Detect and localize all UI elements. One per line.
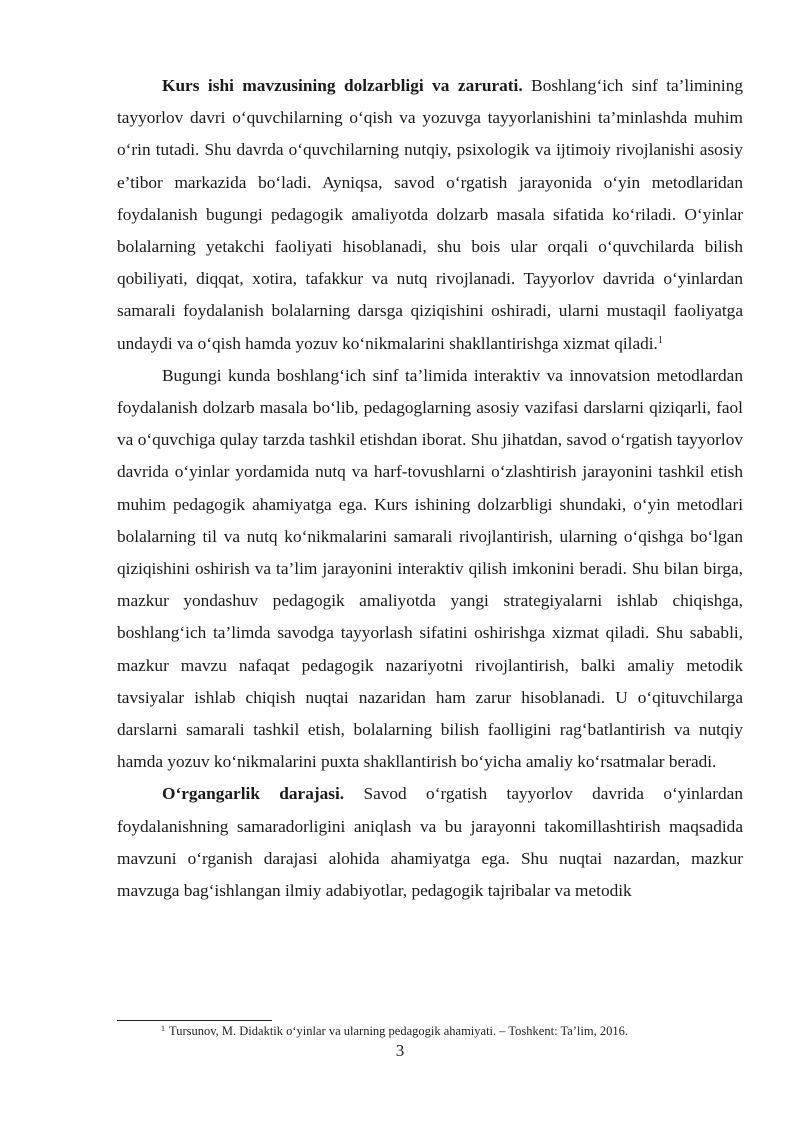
paragraph-study-level — [117, 778, 743, 907]
paragraph-text: Boshlang‘ich sinf ta’limining tayyorlov davri o‘quvchilarning o‘qish va yozuvga tayyorlanishini ta’minlashda muhim o‘rin tutadi. Shu davrda o‘quvchilarning nutqiy, psixologik va ijtimoiy rivojlanishi asosiy e’tibor markazida bo‘ladi. Ayniqsa, savod o‘rgatish jarayonida o‘yin metodlaridan foydalanish bugungi pedagogik amaliyotda dolzarb masala sifatida ko‘riladi. O‘yinlar bolalarning yetakchi faoliyati hisoblanadi, shu bois ular orqali o‘quvchilarda bilish qobiliyati, diqqat, xotira, tafakkur va nutq rivojlanadi. Tayyorlov davrida o‘yinlardan samarali foydalanish bolalarning darsga qiziqishini oshiradi, ularni mustaqil faoliyatga undaydi va o‘qish hamda yozuv ko‘nikmalarini shakllantirishga xizmat qiladi. — [117, 76, 743, 353]
paragraph-relevance — [117, 70, 743, 360]
footnote-reference: 1 — [657, 334, 663, 346]
paragraph-modern-methods — [117, 360, 743, 779]
paragraph-text: Bugungi kunda boshlang‘ich sinf ta’limida interaktiv va innovatsion metodlardan foydalanish dolzarb masala bo‘lib, pedagoglarning asosiy vazifasi darslarni qiziqarli, faol va o‘quvchiga qulay tarzda tashkil etishdan iborat. Shu jihatdan, savod o‘rgatish tayyorlov davrida o‘yinlar yordamida nutq va harf-tovushlarni o‘zlashtirish jarayonini tashkil etish muhim pedagogik ahamiyatga ega. Kurs ishining dolzarbligi shundaki, o‘yin metodlari bolalarning til va nutq ko‘nikmalarini samarali rivojlantirish, ularning o‘qishga bo‘lgan qiziqishini oshirish va ta’lim jarayonini interaktiv qilish imkonini beradi. Shu bilan birga, mazkur yondashuv pedagogik amaliyotda yangi strategiyalarni ishlab chiqishga, boshlang‘ich ta’limda savodga tayyorlash sifatini oshirishga xizmat qiladi. Shu sababli, mazkur mavzu nafaqat pedagogik nazariyotni rivojlantirish, balki amaliy metodik tavsiyalar ishlab chiqish nuqtai nazaridan ham zarur hisoblanadi. U o‘qituvchilarga darslarni samarali tashkil etish, bolalarning bilish faolligini rag‘batlantirish va nutqiy hamda yozuv ko‘nikmalarini puxta shakllantirish bo‘yicha amaliy ko‘rsatmalar beradi. — [117, 365, 743, 772]
document-body — [117, 70, 743, 907]
paragraph-text: Savod o‘rgatish tayyorlov davrida o‘yinlardan foydalanishning samaradorligini aniqlash va bu jarayonni takomillashtirish maqsadida mavzuni o‘rganish darajasi alohida ahamiyatga ega. Shu nuqtai nazardan, mazkur mavzuga bag‘ishlangan ilmiy adabiyotlar, pedagogik tajribalar va metodik — [117, 784, 743, 901]
footnote — [117, 1023, 743, 1039]
page-number: 3 — [395, 1041, 405, 1060]
section-heading-relevance: Kurs ishi mavzusining dolzarbligi va zarurati. — [162, 76, 523, 95]
section-heading-study-level: O‘rgangarlik darajasi. — [162, 784, 345, 804]
footnote-number: 1 — [161, 1024, 165, 1033]
footnote-divider — [117, 1020, 272, 1021]
footnote-text: Tursunov, M. Didaktik o‘yinlar va ularning pedagogik ahamiyati. – Toshkent: Ta’lim, 2016. — [169, 1024, 628, 1038]
